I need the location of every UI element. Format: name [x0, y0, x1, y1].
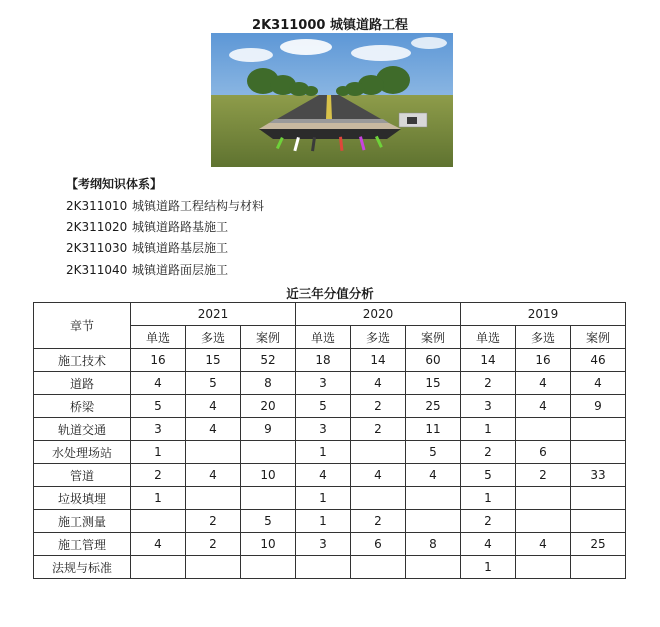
score-cell: 4 [406, 464, 461, 487]
score-cell: 2 [186, 510, 241, 533]
road-illustration [211, 33, 453, 167]
score-cell: 4 [351, 372, 406, 395]
topic-item [66, 197, 264, 214]
score-cell: 14 [461, 349, 516, 372]
score-cell: 1 [461, 556, 516, 579]
score-cell: 3 [296, 418, 351, 441]
score-cell: 33 [571, 464, 626, 487]
score-cell: 2 [351, 395, 406, 418]
score-cell: 6 [516, 441, 571, 464]
score-cell: 2 [351, 418, 406, 441]
table-row [34, 556, 626, 579]
score-cell [186, 487, 241, 510]
score-cell: 18 [296, 349, 351, 372]
score-cell [406, 487, 461, 510]
score-cell: 1 [131, 441, 186, 464]
score-cell: 16 [131, 349, 186, 372]
type-header: 多选 [351, 326, 406, 349]
type-header: 多选 [186, 326, 241, 349]
score-cell: 46 [571, 349, 626, 372]
type-header: 多选 [516, 326, 571, 349]
score-cell: 3 [131, 418, 186, 441]
score-cell [516, 510, 571, 533]
score-cell [241, 441, 296, 464]
score-cell: 14 [351, 349, 406, 372]
table-row [34, 349, 626, 372]
table-row [34, 510, 626, 533]
score-cell: 2 [131, 464, 186, 487]
score-cell: 4 [351, 464, 406, 487]
score-cell: 2 [186, 533, 241, 556]
score-cell: 4 [461, 533, 516, 556]
score-cell: 4 [186, 418, 241, 441]
score-cell [516, 556, 571, 579]
type-header: 案例 [241, 326, 296, 349]
score-cell [571, 556, 626, 579]
score-cell: 25 [571, 533, 626, 556]
chapter-cell: 管道 [34, 464, 131, 487]
year-header: 2020 [296, 303, 461, 326]
type-header: 案例 [571, 326, 626, 349]
score-cell [571, 418, 626, 441]
score-cell [241, 556, 296, 579]
score-cell: 1 [131, 487, 186, 510]
score-cell: 15 [406, 372, 461, 395]
score-cell [516, 418, 571, 441]
score-cell [351, 487, 406, 510]
chapter-cell: 水处理场站 [34, 441, 131, 464]
score-cell: 20 [241, 395, 296, 418]
score-cell [296, 556, 351, 579]
score-cell [571, 487, 626, 510]
table-row [34, 418, 626, 441]
type-header: 单选 [131, 326, 186, 349]
year-header: 2021 [131, 303, 296, 326]
score-cell: 5 [241, 510, 296, 533]
type-header: 案例 [406, 326, 461, 349]
score-cell [351, 556, 406, 579]
table-row [34, 464, 626, 487]
chapter-cell: 法规与标准 [34, 556, 131, 579]
score-cell: 2 [351, 510, 406, 533]
chapter-cell: 道路 [34, 372, 131, 395]
score-cell: 8 [406, 533, 461, 556]
score-cell: 1 [461, 487, 516, 510]
score-cell: 4 [571, 372, 626, 395]
score-cell: 3 [296, 533, 351, 556]
type-header: 单选 [461, 326, 516, 349]
chapter-cell: 垃圾填埋 [34, 487, 131, 510]
score-cell [131, 556, 186, 579]
score-cell [351, 441, 406, 464]
topic-name: 城镇道路工程结构与材料 [132, 199, 265, 213]
score-cell [186, 556, 241, 579]
score-cell: 9 [571, 395, 626, 418]
score-cell [571, 510, 626, 533]
topic-code: 2K311040 [66, 263, 128, 277]
topic-name: 城镇道路路基施工 [132, 220, 229, 234]
score-cell [516, 487, 571, 510]
chapter-cell: 施工技术 [34, 349, 131, 372]
score-cell: 25 [406, 395, 461, 418]
score-cell: 5 [406, 441, 461, 464]
score-cell: 10 [241, 464, 296, 487]
score-cell: 10 [241, 533, 296, 556]
score-cell: 8 [241, 372, 296, 395]
score-cell [241, 487, 296, 510]
score-cell [186, 441, 241, 464]
score-cell: 1 [461, 418, 516, 441]
topic-name: 城镇道路基层施工 [132, 241, 229, 255]
chapter-cell: 施工测量 [34, 510, 131, 533]
chapter-cell: 桥梁 [34, 395, 131, 418]
score-cell: 4 [296, 464, 351, 487]
section-heading: 【考纲知识体系】 [66, 177, 163, 191]
road-rendering-image [211, 33, 453, 167]
year-header: 2019 [461, 303, 626, 326]
score-cell: 15 [186, 349, 241, 372]
score-cell [571, 441, 626, 464]
score-cell: 2 [516, 464, 571, 487]
score-cell: 4 [186, 395, 241, 418]
chapter-cell: 施工管理 [34, 533, 131, 556]
score-cell [131, 510, 186, 533]
score-cell: 6 [351, 533, 406, 556]
score-cell: 1 [296, 510, 351, 533]
score-cell: 5 [186, 372, 241, 395]
score-cell: 4 [131, 533, 186, 556]
topic-code: 2K311020 [66, 220, 128, 234]
score-table [33, 302, 626, 579]
score-cell: 4 [186, 464, 241, 487]
score-cell: 5 [461, 464, 516, 487]
score-cell: 4 [516, 372, 571, 395]
score-cell: 1 [296, 441, 351, 464]
topic-code: 2K311030 [66, 241, 128, 255]
score-cell: 9 [241, 418, 296, 441]
score-cell: 60 [406, 349, 461, 372]
chapter-header: 章节 [34, 303, 131, 349]
table-row [34, 533, 626, 556]
table-row [34, 441, 626, 464]
score-cell: 2 [461, 441, 516, 464]
table-header-row [34, 303, 626, 326]
score-cell: 16 [516, 349, 571, 372]
type-header: 单选 [296, 326, 351, 349]
score-cell: 3 [461, 395, 516, 418]
score-cell: 2 [461, 372, 516, 395]
topic-code: 2K311010 [66, 199, 128, 213]
topic-item [66, 239, 228, 256]
topic-item [66, 218, 228, 235]
score-cell [406, 556, 461, 579]
score-cell: 4 [516, 395, 571, 418]
score-cell: 5 [131, 395, 186, 418]
table-row [34, 487, 626, 510]
table-title: 近三年分值分析 [286, 286, 374, 301]
score-cell: 52 [241, 349, 296, 372]
chapter-cell: 轨道交通 [34, 418, 131, 441]
score-cell: 1 [296, 487, 351, 510]
table-row [34, 372, 626, 395]
score-cell [406, 510, 461, 533]
score-cell: 4 [131, 372, 186, 395]
topic-item [66, 261, 228, 278]
topic-name: 城镇道路面层施工 [132, 263, 229, 277]
score-cell: 11 [406, 418, 461, 441]
score-cell: 2 [461, 510, 516, 533]
score-cell: 4 [516, 533, 571, 556]
page-title: 2K311000 城镇道路工程 [252, 18, 408, 33]
table-row [34, 395, 626, 418]
score-cell: 5 [296, 395, 351, 418]
score-cell: 3 [296, 372, 351, 395]
